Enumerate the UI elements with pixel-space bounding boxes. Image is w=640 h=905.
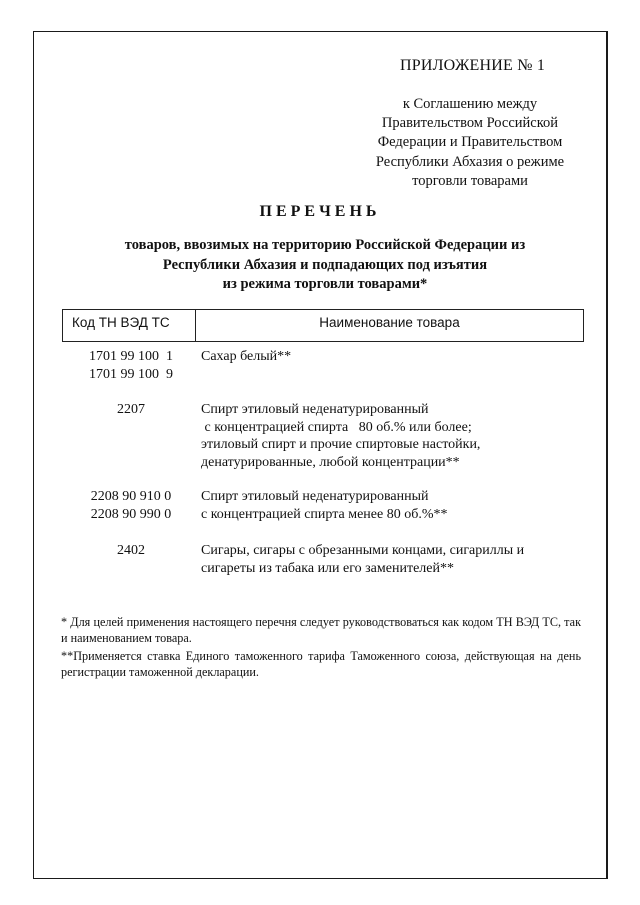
annex-subtitle-line: торговли товарами xyxy=(412,172,528,189)
header-name: Наименование товара xyxy=(319,315,460,330)
row-codes xyxy=(62,348,200,383)
annex-subtitle xyxy=(350,95,590,191)
row-description-line: Спирт этиловый неденатурированный xyxy=(201,402,429,417)
row-description-line: Сахар белый** xyxy=(201,349,292,364)
document-subtitle-line: из режима торговли товарами* xyxy=(222,276,428,292)
row-description-line: сигареты из табака или его заменителей** xyxy=(201,560,454,576)
document-subtitle-line: товаров, ввозимых на территорию Российской Федерации из xyxy=(124,237,526,253)
document-title: ПЕРЕЧЕНЬ xyxy=(259,203,381,220)
row-description xyxy=(201,401,591,471)
row-code: 2207 xyxy=(117,402,145,417)
footnote-1: * Для целей применения настоящего перечня следует руководствоваться как кодом ТН ВЭД ТС, так и наименованием товара. xyxy=(61,615,581,645)
annex-subtitle-line: к Соглашению между xyxy=(402,96,538,112)
row-codes xyxy=(62,542,200,560)
row-code: 2402 xyxy=(117,543,145,558)
annex-subtitle-line: Республики Абхазия о режиме xyxy=(375,153,565,170)
row-description-line: с концентрацией спирта 80 об.% или более; xyxy=(201,419,472,435)
row-codes xyxy=(62,488,200,523)
row-description xyxy=(201,542,591,577)
annex-subtitle-line: Федерации и Правительством xyxy=(377,134,563,151)
row-code: 1701 99 100 9 xyxy=(89,366,173,382)
annex-subtitle-line: Правительством Российской xyxy=(381,115,559,132)
row-code: 2208 90 990 0 xyxy=(90,506,172,522)
row-description-line: с концентрацией спирта менее 80 об.%** xyxy=(201,506,448,522)
footnote-2: **Применяется ставка Единого таможенного тарифа Таможенного союза, действующая на день регистрации таможенной декларации. xyxy=(61,649,581,679)
row-description-line: Спирт этиловый неденатурированный xyxy=(201,489,429,504)
header-code: Код ТН ВЭД ТС xyxy=(63,310,196,341)
row-code: 1701 99 100 1 xyxy=(89,349,173,364)
document-subtitle-line: Республики Абхазия и подпадающих под изъятия xyxy=(162,256,488,273)
row-code: 2208 90 910 0 xyxy=(90,489,172,504)
row-description xyxy=(201,348,591,366)
row-description-line: Сигары, сигары с обрезанными концами, сигариллы и xyxy=(201,543,525,558)
annex-title: ПРИЛОЖЕНИЕ № 1 xyxy=(400,57,546,74)
footnotes xyxy=(61,614,581,680)
row-description xyxy=(201,488,591,523)
row-description-line: денатурированные, любой концентрации** xyxy=(201,454,460,470)
document-subtitle xyxy=(100,236,550,295)
table-header xyxy=(62,309,584,342)
row-codes xyxy=(62,401,200,419)
row-description-line: этиловый спирт и прочие спиртовые настойки, xyxy=(201,437,481,453)
